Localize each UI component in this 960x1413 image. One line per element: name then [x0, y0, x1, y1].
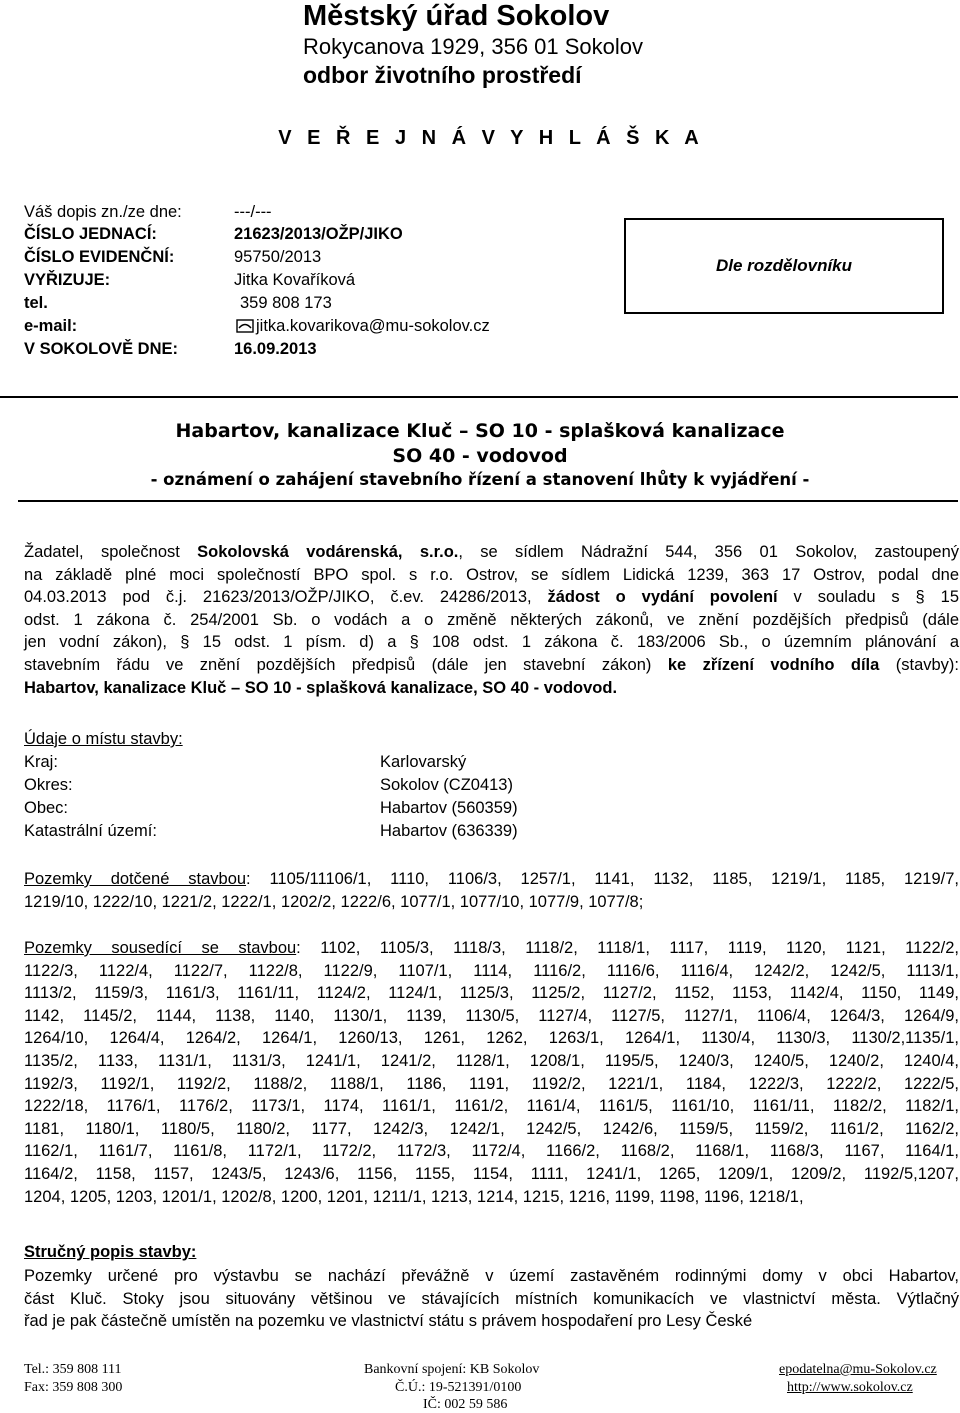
email-label: e-mail: [24, 317, 78, 335]
affected-line: Pozemky dotčené stavbou: 1105/11106/1, 1110, 1106/3, 1257/1, 1141, 1132, 1185, 1219/1, 1185, 1219/7, [24, 870, 959, 888]
neighbouring-parcels [24, 937, 959, 1208]
paragraph-line: Žadatel, společnost Sokolovská vodárenská, s.r.o., se sídlem Nádražní 544, 356 01 Sokolov, zastoupený [24, 543, 960, 561]
paragraph-line: jen vodní zákon), § 15 odst. 1 písm. d) a § 108 odst. 1 zákona č. 183/2006 Sb., o územním plánování a [24, 633, 959, 652]
place-label: Katastrální území: [24, 822, 157, 840]
neighbouring-line: 1222/18, 1176/1, 1176/2, 1173/1, 1174, 1161/1, 1161/2, 1161/4, 1161/5, 1161/10, 1161/11, 1182/2, 1182/1, [24, 1097, 959, 1116]
document-heading: V E Ř E J N Á V Y H L Á Š K A [278, 127, 704, 149]
place-label: Obec: [24, 799, 69, 817]
email-value[interactable]: jitka.kovarikova@mu-sokolov.cz [256, 317, 490, 335]
place-label: Kraj: [24, 753, 58, 771]
footer-phone: Tel.: 359 808 111 [24, 1362, 122, 1377]
registration-number-value: 95750/2013 [234, 248, 322, 266]
neighbouring-line: 1164/2, 1158, 1157, 1243/5, 1243/6, 1156, 1155, 1154, 1111, 1241/1, 1265, 1209/1, 1209/2, 1192/5,1207, [24, 1164, 959, 1183]
office-address: Rokycanova 1929, 356 01 Sokolov [303, 34, 644, 59]
phone-value: 359 808 173 [240, 294, 332, 312]
email-row [236, 317, 490, 336]
description-line: Pozemky určené pro výstavbu se nachází převážně v území zastavěném rodinnými domy v obci Habartov, [24, 1267, 959, 1285]
registration-number-label: ČÍSLO EVIDENČNÍ: [24, 248, 175, 266]
office-name: Městský úřad Sokolov [303, 0, 610, 32]
phone-label: tel. [24, 294, 48, 312]
neighbouring-line: 1264/10, 1264/4, 1264/2, 1264/1, 1260/13, 1261, 1262, 1263/1, 1264/1, 1130/4, 1130/3, 1130/2,1135/1, [24, 1029, 959, 1048]
description-line: řad je pak částečně umístěn na pozemku ve vlastnictví státu s právem hospodaření pro Lesy České [24, 1312, 753, 1331]
footer-bank: Bankovní spojení: KB Sokolov [364, 1362, 540, 1377]
paragraph-line: 04.03.2013 pod č.j. 21623/2013/OŽP/JIKO, č.ev. 24286/2013, žádost o vydání povolení v souladu s § 15 [24, 588, 959, 607]
subject-line-1: Habartov, kanalizace Kluč – SO 10 - splašková kanalizace [175, 420, 785, 442]
description-heading: Stručný popis stavby: [24, 1243, 197, 1261]
description-paragraph [24, 1265, 959, 1333]
your-letter-label: Váš dopis zn./ze dne: [24, 203, 182, 221]
footer-account: Č.Ú.: 19-521391/0100 [395, 1380, 522, 1395]
date-label: V SOKOLOVĚ DNE: [24, 340, 179, 358]
footer-fax: Fax: 359 808 300 [24, 1380, 123, 1395]
department-name: odbor životního prostředí [303, 62, 582, 88]
place-value: Habartov (636339) [380, 822, 518, 840]
place-value: Karlovarský [380, 753, 467, 771]
applicant-paragraph [24, 541, 959, 699]
neighbouring-line: 1204, 1205, 1203, 1201/1, 1202/8, 1200, 1201, 1211/1, 1213, 1214, 1215, 1216, 1199, 1198, 1196, 1218/1, [24, 1187, 804, 1206]
neighbouring-line: 1113/2, 1159/3, 1161/3, 1161/11, 1124/2, 1124/1, 1125/3, 1125/2, 1127/2, 1152, 1153, 1142/4, 1150, 1149, [24, 984, 959, 1003]
recipient-box: Dle rozdělovníku [624, 218, 944, 314]
bottom-rule [18, 500, 958, 502]
telephone-icon [236, 319, 254, 333]
footer-web-link[interactable]: http://www.sokolov.cz [787, 1380, 913, 1395]
neighbouring-line: 1192/3, 1192/1, 1192/2, 1188/2, 1188/1, 1186, 1191, 1192/2, 1221/1, 1184, 1222/3, 1222/2, 1222/5, [24, 1074, 959, 1093]
subject-line-2: SO 40 - vodovod [392, 445, 568, 467]
your-letter-value: ---/--- [234, 203, 272, 221]
reference-number-label: ČÍSLO JEDNACÍ: [24, 225, 157, 243]
top-rule [0, 396, 958, 398]
handled-by-label: VYŘIZUJE: [24, 271, 111, 289]
neighbouring-line: Pozemky sousedící se stavbou: 1102, 1105/3, 1118/3, 1118/2, 1118/1, 1117, 1119, 1120, 1121, 1122/2, [24, 939, 959, 957]
paragraph-line: odst. 1 zákona č. 254/2001 Sb. o vodách a o změně některých zákonů, ve znění pozdějších předpisů (dále [24, 610, 959, 629]
handled-by-value: Jitka Kovaříková [234, 271, 356, 289]
neighbouring-line: 1162/1, 1161/7, 1161/8, 1172/1, 1172/2, 1172/3, 1172/4, 1166/2, 1168/2, 1168/1, 1168/3, 1167, 1164/1, [24, 1142, 959, 1161]
place-value: Habartov (560359) [380, 799, 518, 817]
subject-line-3: - oznámení o zahájení stavebního řízení a stanovení lhůty k vyjádření - [150, 470, 810, 489]
neighbouring-line: 1142, 1145/2, 1144, 1138, 1140, 1130/1, 1139, 1130/5, 1127/4, 1127/5, 1127/1, 1106/4, 1264/3, 1264/9, [24, 1006, 959, 1025]
affected-line: 1219/10, 1222/10, 1221/2, 1222/1, 1202/2, 1222/6, 1077/1, 1077/10, 1077/9, 1077/8; [24, 892, 644, 911]
place-label: Okres: [24, 776, 73, 794]
footer-ic: IČ: 002 59 586 [423, 1397, 508, 1412]
footer-email-link[interactable]: epodatelna@mu-Sokolov.cz [779, 1362, 937, 1377]
affected-parcels [24, 868, 959, 913]
reference-number-value: 21623/2013/OŽP/JIKO [234, 225, 403, 243]
paragraph-line: na základě plné moci společností BPO spol. s r.o. Ostrov, se sídlem Lidická 1239, 363 17 Ostrov, podal dne [24, 565, 959, 584]
neighbouring-line: 1135/2, 1133, 1131/1, 1131/3, 1241/1, 1241/2, 1128/1, 1208/1, 1195/5, 1240/3, 1240/5, 1240/2, 1240/4, [24, 1051, 959, 1070]
paragraph-line: stavebním řádu ve znění pozdějších předpisů (dále jen stavební zákon) ke zřízení vodního díla (stavby): [24, 655, 959, 674]
description-line: část Kluč. Stoky jsou situovány většinou ve stávajících místních komunikacích ve vlastnictví města. Výtlačný [24, 1289, 959, 1308]
paragraph-line: Habartov, kanalizace Kluč – SO 10 - splašková kanalizace, SO 40 - vodovod. [24, 678, 618, 697]
place-value: Sokolov (CZ0413) [380, 776, 513, 794]
place-heading: Údaje o místu stavby: [24, 730, 183, 748]
neighbouring-line: 1181, 1180/1, 1180/5, 1180/2, 1177, 1242/3, 1242/1, 1242/5, 1242/6, 1159/5, 1159/2, 1161/2, 1162/2, [24, 1119, 959, 1138]
neighbouring-line: 1122/3, 1122/4, 1122/7, 1122/8, 1122/9, 1107/1, 1114, 1116/2, 1116/6, 1116/4, 1242/2, 1242/5, 1113/1, [24, 961, 959, 980]
date-value: 16.09.2013 [234, 340, 317, 358]
